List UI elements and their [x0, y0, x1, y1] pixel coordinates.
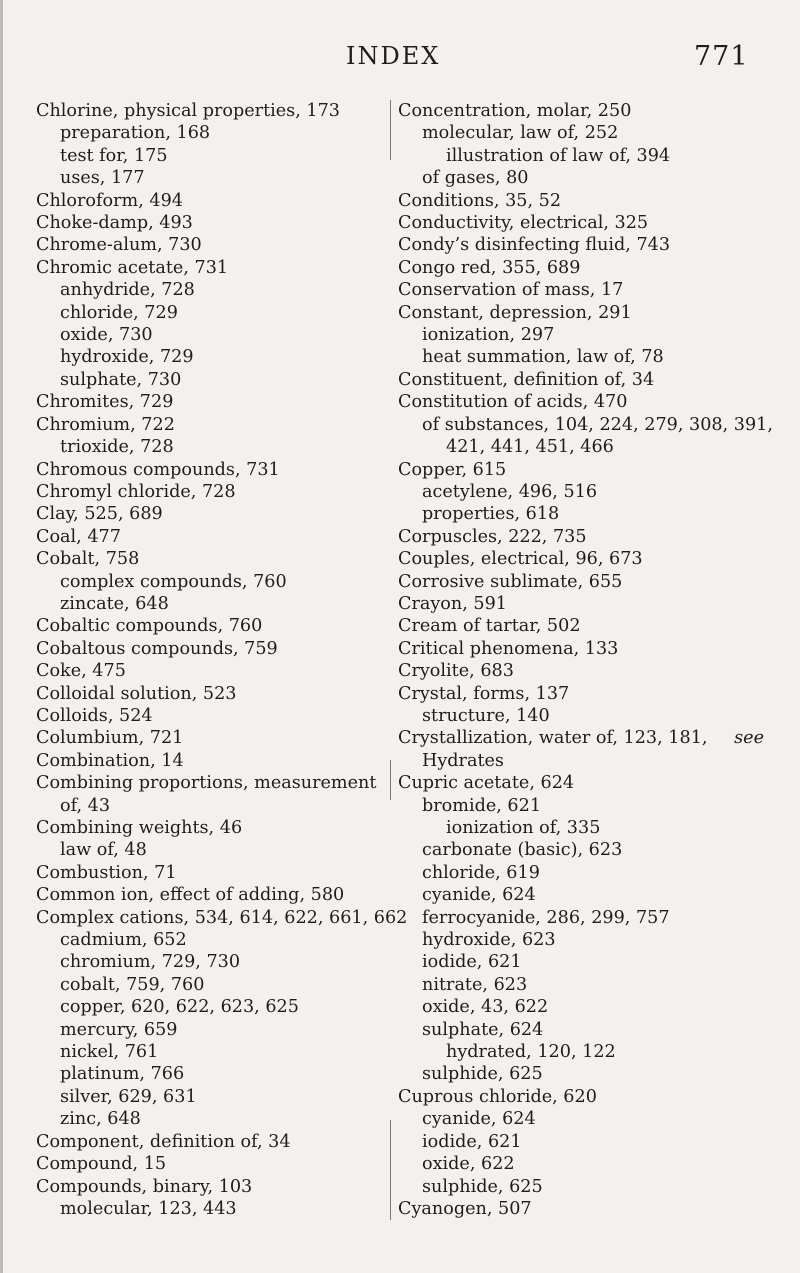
index-entry: Conservation of mass, 17	[398, 280, 624, 301]
index-entry: of, 43	[60, 795, 111, 816]
index-entry: Combination, 14	[36, 750, 184, 771]
index-entry: anhydride, 728	[60, 280, 195, 301]
index-entry: Cyanogen, 507	[398, 1198, 532, 1219]
index-column-left	[36, 100, 408, 1220]
index-entry: Chlorine, physical properties, 173	[36, 101, 340, 121]
index-entry-text: Crystallization, water of, 123, 181,	[398, 728, 708, 749]
index-entry: Corrosive sublimate, 655	[398, 571, 623, 592]
index-entry: molecular, law of, 252	[422, 123, 619, 144]
index-entry: Constituent, definition of, 34	[398, 369, 655, 390]
index-entry: carbonate (basic), 623	[422, 840, 623, 861]
index-entry: oxide, 730	[60, 325, 153, 346]
index-entry: cyanide, 624	[422, 1109, 536, 1130]
index-entry: test for, 175	[60, 145, 168, 166]
index-entry: Cobalt, 758	[36, 549, 140, 570]
index-entry: Copper, 615	[398, 459, 507, 480]
see-reference: see	[734, 728, 764, 749]
index-entry: ferrocyanide, 286, 299, 757	[422, 907, 670, 928]
index-entry: Cobaltous compounds, 759	[36, 638, 278, 659]
index-entry: Chromyl chloride, 728	[36, 481, 236, 502]
index-entry: nickel, 761	[60, 1042, 159, 1063]
index-entry: hydroxide, 729	[60, 347, 194, 368]
page-number: 771	[694, 41, 749, 72]
index-entry: zincate, 648	[60, 593, 169, 614]
index-entry: Condy’s disinfecting fluid, 743	[398, 235, 671, 256]
index-entry: cyanide, 624	[422, 885, 536, 906]
index-entry: Couples, electrical, 96, 673	[398, 549, 643, 570]
index-entry: complex compounds, 760	[60, 571, 287, 592]
index-entry: sulphate, 624	[422, 1019, 544, 1040]
index-entry: nitrate, 623	[422, 974, 528, 995]
index-entry: zinc, 648	[60, 1109, 141, 1130]
index-column-right	[398, 100, 773, 1220]
index-entry: sulphide, 625	[422, 1064, 543, 1085]
index-entry: Cuprous chloride, 620	[398, 1086, 597, 1107]
index-entry-text: Combining proportions, measurement	[36, 773, 377, 794]
index-entry: Chromites, 729	[36, 392, 174, 413]
index-entry: Clay, 525, 689	[36, 504, 163, 525]
index-entry: properties, 618	[422, 504, 560, 525]
column-divider	[390, 100, 391, 160]
index-entry: Chromic acetate, 731	[36, 257, 229, 278]
index-entry: Coke, 475	[36, 661, 126, 682]
column-divider	[390, 1120, 391, 1220]
index-entry: heat summation, law of, 78	[422, 347, 664, 368]
index-entry: Compound, 15	[36, 1154, 167, 1175]
index-entry: molecular, 123, 443	[60, 1198, 237, 1219]
index-entry: oxide, 43, 622	[422, 997, 549, 1018]
index-entry: of gases, 80	[422, 168, 529, 189]
index-entry: silver, 629, 631	[60, 1086, 197, 1107]
index-entry: 421, 441, 451, 466	[446, 437, 614, 458]
index-entry: Congo red, 355, 689	[398, 257, 581, 278]
index-entry: ionization, 297	[422, 325, 555, 346]
index-entry: Component, definition of, 34	[36, 1131, 291, 1152]
index-entry: of substances, 104, 224, 279, 308, 391,	[422, 414, 773, 435]
index-entry: Crayon, 591	[398, 593, 507, 614]
index-entry: sulphate, 730	[60, 369, 182, 390]
index-entry: ionization of, 335	[446, 818, 601, 838]
index-entry: preparation, 168	[60, 123, 211, 144]
index-entry: trioxide, 728	[60, 437, 174, 458]
page-header	[0, 42, 800, 82]
index-entry: mercury, 659	[60, 1019, 178, 1040]
index-entry: Colloidal solution, 523	[36, 683, 237, 704]
index-entry: hydroxide, 623	[422, 930, 556, 951]
index-entry: bromide, 621	[422, 795, 542, 816]
index-entry: Chromous compounds, 731	[36, 459, 280, 480]
index-entry: Corpuscles, 222, 735	[398, 526, 587, 547]
index-entry: structure, 140	[422, 705, 550, 726]
column-divider	[390, 760, 391, 800]
index-entry: iodide, 621	[422, 952, 522, 973]
index-entry: Complex cations, 534, 614, 622, 661, 662	[36, 907, 408, 928]
index-entry: Constant, depression, 291	[398, 302, 632, 323]
index-entry: Common ion, effect of adding, 580	[36, 885, 345, 906]
index-entry: sulphide, 625	[422, 1176, 543, 1197]
index-entry: Hydrates	[422, 750, 504, 771]
page-edge	[0, 0, 3, 1273]
index-entry	[36, 772, 388, 794]
index-entry: uses, 177	[60, 168, 145, 189]
index-entry: chloride, 729	[60, 302, 178, 323]
index-entry: Choke-damp, 493	[36, 213, 193, 234]
index-entry: Cryolite, 683	[398, 661, 514, 682]
index-entry: Crystal, forms, 137	[398, 683, 570, 704]
index-entry: Compounds, binary, 103	[36, 1176, 253, 1197]
index-entry: Chromium, 722	[36, 414, 175, 435]
index-entry: Chloroform, 494	[36, 190, 183, 211]
index-entry: Conductivity, electrical, 325	[398, 213, 649, 234]
index-entry: illustration of law of, 394	[446, 145, 671, 166]
index-entry: cobalt, 759, 760	[60, 974, 205, 995]
index-entry: Coal, 477	[36, 526, 121, 547]
index-entry: chromium, 729, 730	[60, 952, 241, 973]
index-entry: chloride, 619	[422, 862, 540, 883]
index-entry: cadmium, 652	[60, 930, 187, 951]
running-title: INDEX	[346, 42, 441, 70]
index-entry: Cupric acetate, 624	[398, 773, 575, 794]
index-entry: Conditions, 35, 52	[398, 190, 562, 211]
index-entry: Combustion, 71	[36, 862, 177, 883]
index-entry: iodide, 621	[422, 1131, 522, 1152]
index-entry: Combining weights, 46	[36, 818, 243, 838]
index-entry	[398, 727, 770, 749]
index-entry: law of, 48	[60, 840, 147, 861]
index-entry: Chrome-alum, 730	[36, 235, 202, 256]
index-entry: Columbium, 721	[36, 728, 184, 749]
index-entry: Critical phenomena, 133	[398, 638, 619, 659]
index-entry: Concentration, molar, 250	[398, 101, 632, 121]
index-entry: Cream of tartar, 502	[398, 616, 581, 637]
index-entry: Colloids, 524	[36, 705, 153, 726]
index-entry: Constitution of acids, 470	[398, 392, 628, 413]
index-entry: acetylene, 496, 516	[422, 481, 598, 502]
index-entry: Cobaltic compounds, 760	[36, 616, 263, 637]
index-entry: oxide, 622	[422, 1154, 515, 1175]
index-entry: hydrated, 120, 122	[446, 1042, 616, 1063]
index-entry: copper, 620, 622, 623, 625	[60, 997, 299, 1018]
index-entry: platinum, 766	[60, 1064, 185, 1085]
